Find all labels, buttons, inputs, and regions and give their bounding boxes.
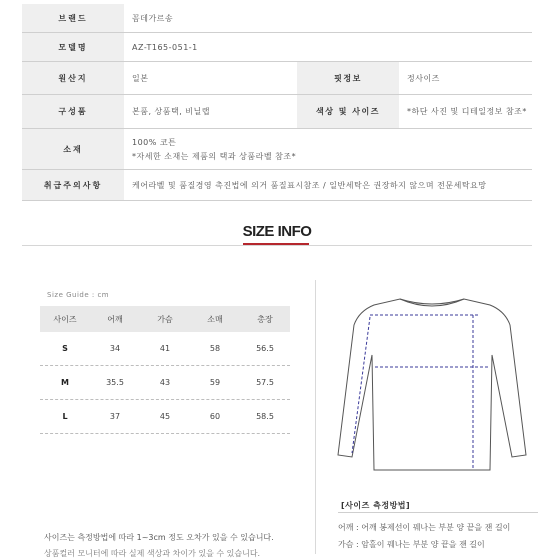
cell-length: 57.5 <box>256 378 274 387</box>
table-row <box>40 400 290 434</box>
long-sleeve-tee-outline <box>338 299 526 470</box>
color-size-key: 색상 및 사이즈 <box>297 95 399 128</box>
cell-shoulder: 34 <box>109 344 121 353</box>
size-error-note: 사이즈는 측정방법에 따라 1~3cm 정도 오차가 있을 수 있습니다. <box>44 533 274 542</box>
color-size-value: *하단 사진 및 디테일정보 참조* <box>407 107 527 116</box>
care-value: 케어라벨 및 품질경영 촉진법에 의거 품질표시참조 / 일반세탁은 권장하지 않으며 전문세탁요망 <box>132 180 487 190</box>
header-sleeve: 소매 <box>207 314 223 324</box>
material-value <box>124 129 532 169</box>
size-info-title: SIZE INFO <box>242 223 312 240</box>
brand-key: 브랜드 <box>22 4 124 32</box>
table-row <box>40 366 290 400</box>
cell-chest: 41 <box>159 344 171 353</box>
material-line2: *자세한 소재는 제품의 택과 상품라벨 참조* <box>132 151 297 161</box>
model-key: 모델명 <box>22 33 124 61</box>
info-row-care <box>22 170 532 201</box>
cell-shoulder: 35.5 <box>106 378 124 387</box>
info-row-material <box>22 129 532 170</box>
measure-method-title: [사이즈 측정방법] <box>341 501 411 510</box>
header-shoulder: 어깨 <box>107 314 123 324</box>
title-divider <box>22 245 532 246</box>
cell-chest: 43 <box>159 378 171 387</box>
fit-key: 핏정보 <box>297 62 399 94</box>
info-row-model <box>22 33 532 62</box>
size-table <box>40 306 290 434</box>
measure-shoulder: 어깨 : 어깨 봉제선이 꿰나는 부분 양 끝을 잰 길이 <box>338 523 511 532</box>
components-key: 구성품 <box>22 95 124 128</box>
measure-chest: 가슴 : 암홀이 꿰나는 부분 양 끝을 잰 길이 <box>338 540 485 549</box>
color-note: 상품컬러 모니터에 따라 실제 색상과 차이가 있을 수 있습니다. <box>44 549 261 558</box>
header-length: 총장 <box>257 314 273 324</box>
cell-length: 56.5 <box>256 344 274 353</box>
size-guide-label: Size Guide : cm <box>47 291 110 299</box>
info-row-origin <box>22 62 532 95</box>
cell-sleeve: 59 <box>209 378 221 387</box>
brand-value: 꼼데가르송 <box>132 13 174 23</box>
section-divider <box>315 280 316 554</box>
table-row <box>40 332 290 366</box>
collar-line <box>400 299 464 306</box>
cell-chest: 45 <box>159 412 171 421</box>
cell-length: 58.5 <box>256 412 274 421</box>
care-key: 취급주의사항 <box>22 170 124 200</box>
origin-key: 원산지 <box>22 62 124 94</box>
size-table-header <box>40 306 290 332</box>
measure-divider <box>338 512 538 513</box>
header-size: 사이즈 <box>53 314 77 324</box>
fit-value: 정사이즈 <box>407 73 440 83</box>
material-key: 소재 <box>22 129 124 169</box>
info-row-brand <box>22 4 532 33</box>
cell-sleeve: 58 <box>209 344 221 353</box>
info-row-components <box>22 95 532 129</box>
header-chest: 가슴 <box>157 314 173 324</box>
components-value: 본품, 상품택, 비닐랩 <box>132 107 210 116</box>
model-value: AZ-T165-051-1 <box>132 42 198 52</box>
sleeve-measure-line <box>352 317 370 453</box>
product-info-table <box>22 4 532 201</box>
cell-sleeve: 60 <box>209 412 221 421</box>
garment-measure-diagram <box>330 285 535 480</box>
cell-size: S <box>62 344 68 353</box>
cell-size: M <box>61 378 69 387</box>
cell-shoulder: 37 <box>109 412 121 421</box>
origin-value: 일본 <box>132 73 149 83</box>
material-line1: 100% 코튼 <box>132 137 177 147</box>
cell-size: L <box>62 412 68 421</box>
